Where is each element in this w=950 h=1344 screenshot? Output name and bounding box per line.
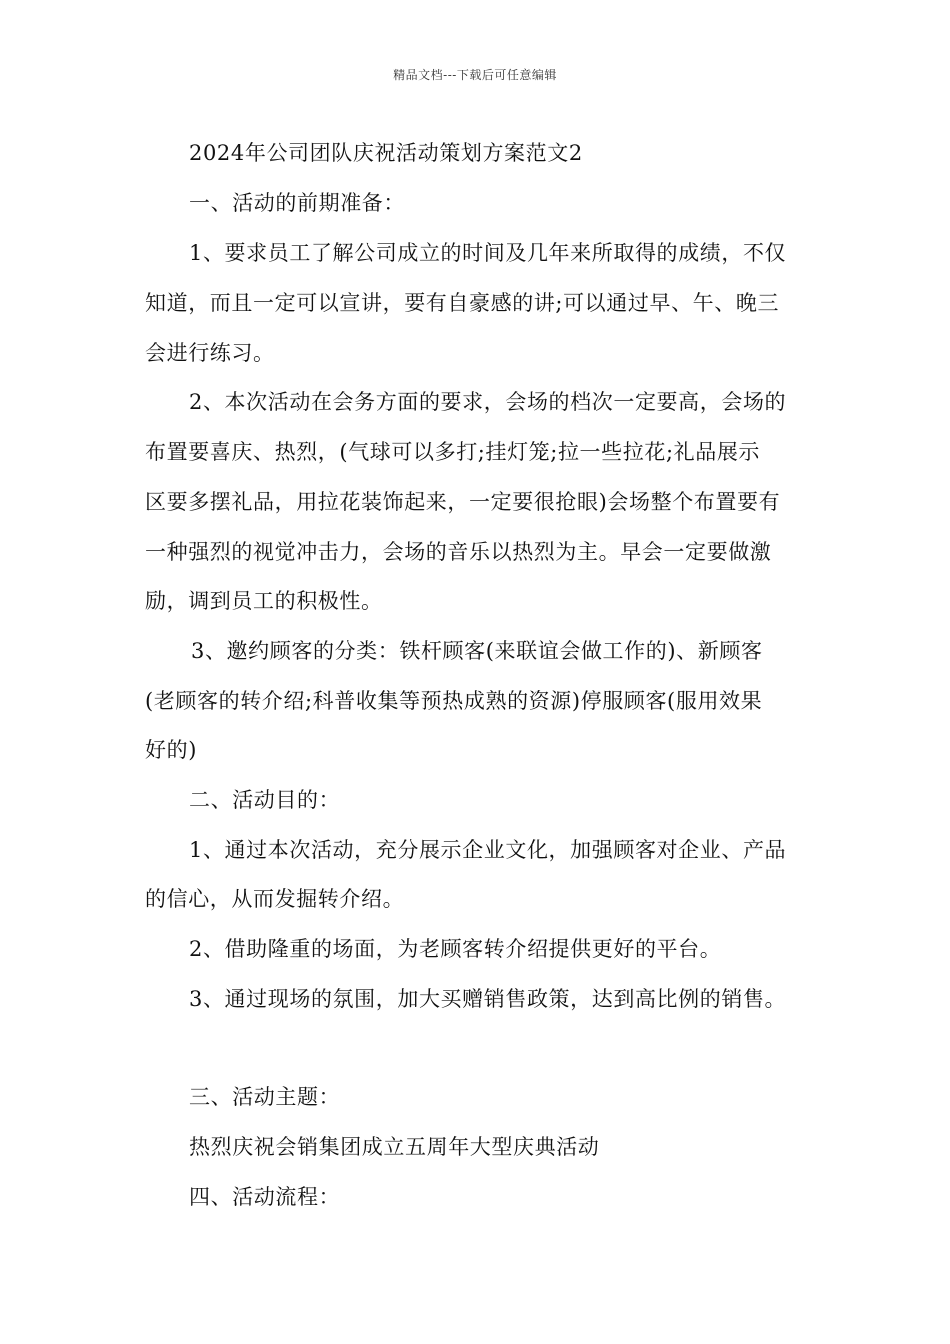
section-1-item-3-line-2: (老顾客的转介绍;科普收集等预热成熟的资源)停服顾客(服用效果	[145, 689, 763, 713]
section-2-heading: 二、活动目的：	[189, 788, 341, 812]
section-1-item-1-line-3: 会进行练习。	[145, 341, 275, 365]
section-2-item-1-line-1: 1、通过本次活动，充分展示企业文化，加强顾客对企业、产品	[189, 838, 787, 862]
document-title: 2024年公司团队庆祝活动策划方案范文2	[189, 141, 583, 165]
section-1-item-2-line-1: 2、本次活动在会务方面的要求，会场的档次一定要高，会场的	[189, 390, 787, 414]
section-3-heading: 三、活动主题：	[189, 1085, 341, 1109]
section-1-item-1-line-2: 知道，而且一定可以宣讲，要有自豪感的讲;可以通过早、午、晚三	[145, 291, 780, 315]
section-1-item-3-line-1: 3、邀约顾客的分类：铁杆顾客(来联谊会做工作的)、新顾客	[191, 639, 763, 663]
section-1-item-2-line-2: 布置要喜庆、热烈，(气球可以多打;挂灯笼;拉一些拉花;礼品展示	[145, 440, 761, 464]
section-2-item-1-line-2: 的信心，从而发掘转介绍。	[145, 887, 405, 911]
section-1-item-1-line-1: 1、要求员工了解公司成立的时间及几年来所取得的成绩，不仅	[189, 241, 787, 265]
section-1-heading: 一、活动的前期准备：	[189, 191, 405, 215]
document-header: 精品文档---下载后可任意编辑	[393, 68, 557, 82]
section-1-item-2-line-3: 区要多摆礼品，用拉花装饰起来，一定要很抢眼)会场整个布置要有	[145, 490, 781, 514]
section-1-item-3-line-3: 好的)	[145, 738, 197, 762]
section-1-item-2-line-5: 励，调到员工的积极性。	[145, 589, 383, 613]
section-3-text: 热烈庆祝会销集团成立五周年大型庆典活动	[189, 1135, 600, 1159]
section-1-item-2-line-4: 一种强烈的视觉冲击力，会场的音乐以热烈为主。早会一定要做激	[145, 540, 772, 564]
section-2-item-2: 2、借助隆重的场面，为老顾客转介绍提供更好的平台。	[189, 937, 722, 961]
section-2-item-3: 3、通过现场的氛围，加大买赠销售政策，达到高比例的销售。	[189, 987, 787, 1011]
section-4-heading: 四、活动流程：	[189, 1185, 341, 1209]
